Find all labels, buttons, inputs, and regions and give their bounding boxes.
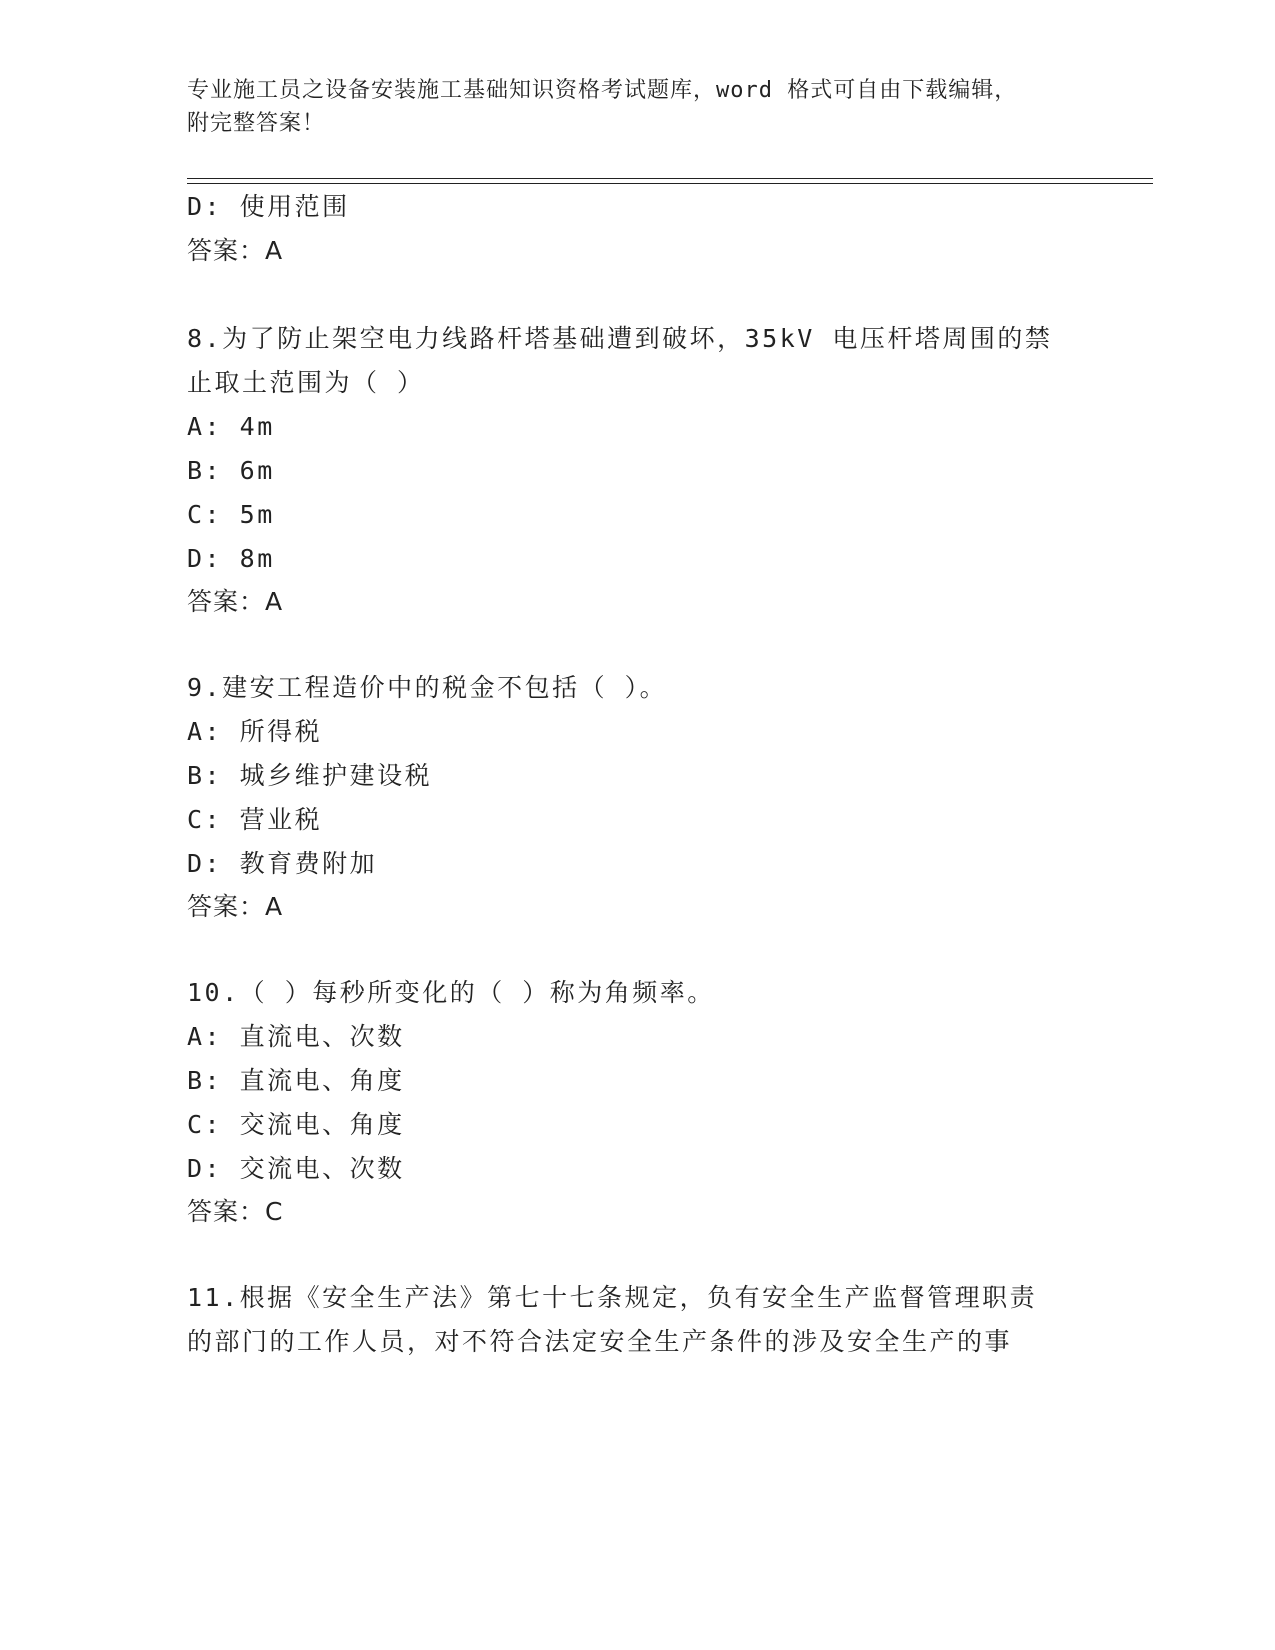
q8-option-d: D: 8m [187, 544, 275, 573]
header-rule-bottom [187, 183, 1153, 184]
q9-option-a: A: 所得税 [187, 717, 323, 746]
q8-option-b: B: 6m [187, 456, 275, 485]
q11-stem-line-1: 11.根据《安全生产法》第七十七条规定，负有安全生产监督管理职责 [187, 1283, 1038, 1312]
q10-answer: 答案：C [187, 1197, 284, 1226]
q10-option-c: C: 交流电、角度 [187, 1110, 405, 1139]
q8-option-a: A: 4m [187, 412, 275, 441]
q8-answer: 答案：A [187, 587, 284, 616]
prev-answer: 答案：A [187, 236, 284, 265]
q8-stem-line-2: 止取土范围为（ ） [187, 368, 425, 397]
q8-stem-line-1: 8.为了防止架空电力线路杆塔基础遭到破坏，35kV 电压杆塔周围的禁 [187, 324, 1053, 353]
q10-option-a: A: 直流电、次数 [187, 1022, 405, 1051]
q11-stem-line-2: 的部门的工作人员，对不符合法定安全生产条件的涉及安全生产的事 [187, 1327, 1013, 1356]
prev-option-d: D: 使用范围 [187, 192, 350, 221]
document-header [187, 74, 1067, 140]
header-line-1: 专业施工员之设备安装施工基础知识资格考试题库，word 格式可自由下载编辑， [187, 78, 1018, 103]
q10-option-b: B: 直流电、角度 [187, 1066, 405, 1095]
q9-stem: 9.建安工程造价中的税金不包括（ ）。 [187, 673, 668, 702]
header-line-2: 附完整答案！ [187, 111, 326, 136]
header-rule-top [187, 178, 1153, 179]
q8-option-c: C: 5m [187, 500, 275, 529]
q9-answer: 答案：A [187, 892, 284, 921]
q10-stem: 10.（ ）每秒所变化的（ ）称为角频率。 [187, 978, 715, 1007]
q9-option-b: B: 城乡维护建设税 [187, 761, 433, 790]
q9-option-d: D: 教育费附加 [187, 849, 378, 878]
q10-option-d: D: 交流电、次数 [187, 1154, 405, 1183]
q9-option-c: C: 营业税 [187, 805, 323, 834]
